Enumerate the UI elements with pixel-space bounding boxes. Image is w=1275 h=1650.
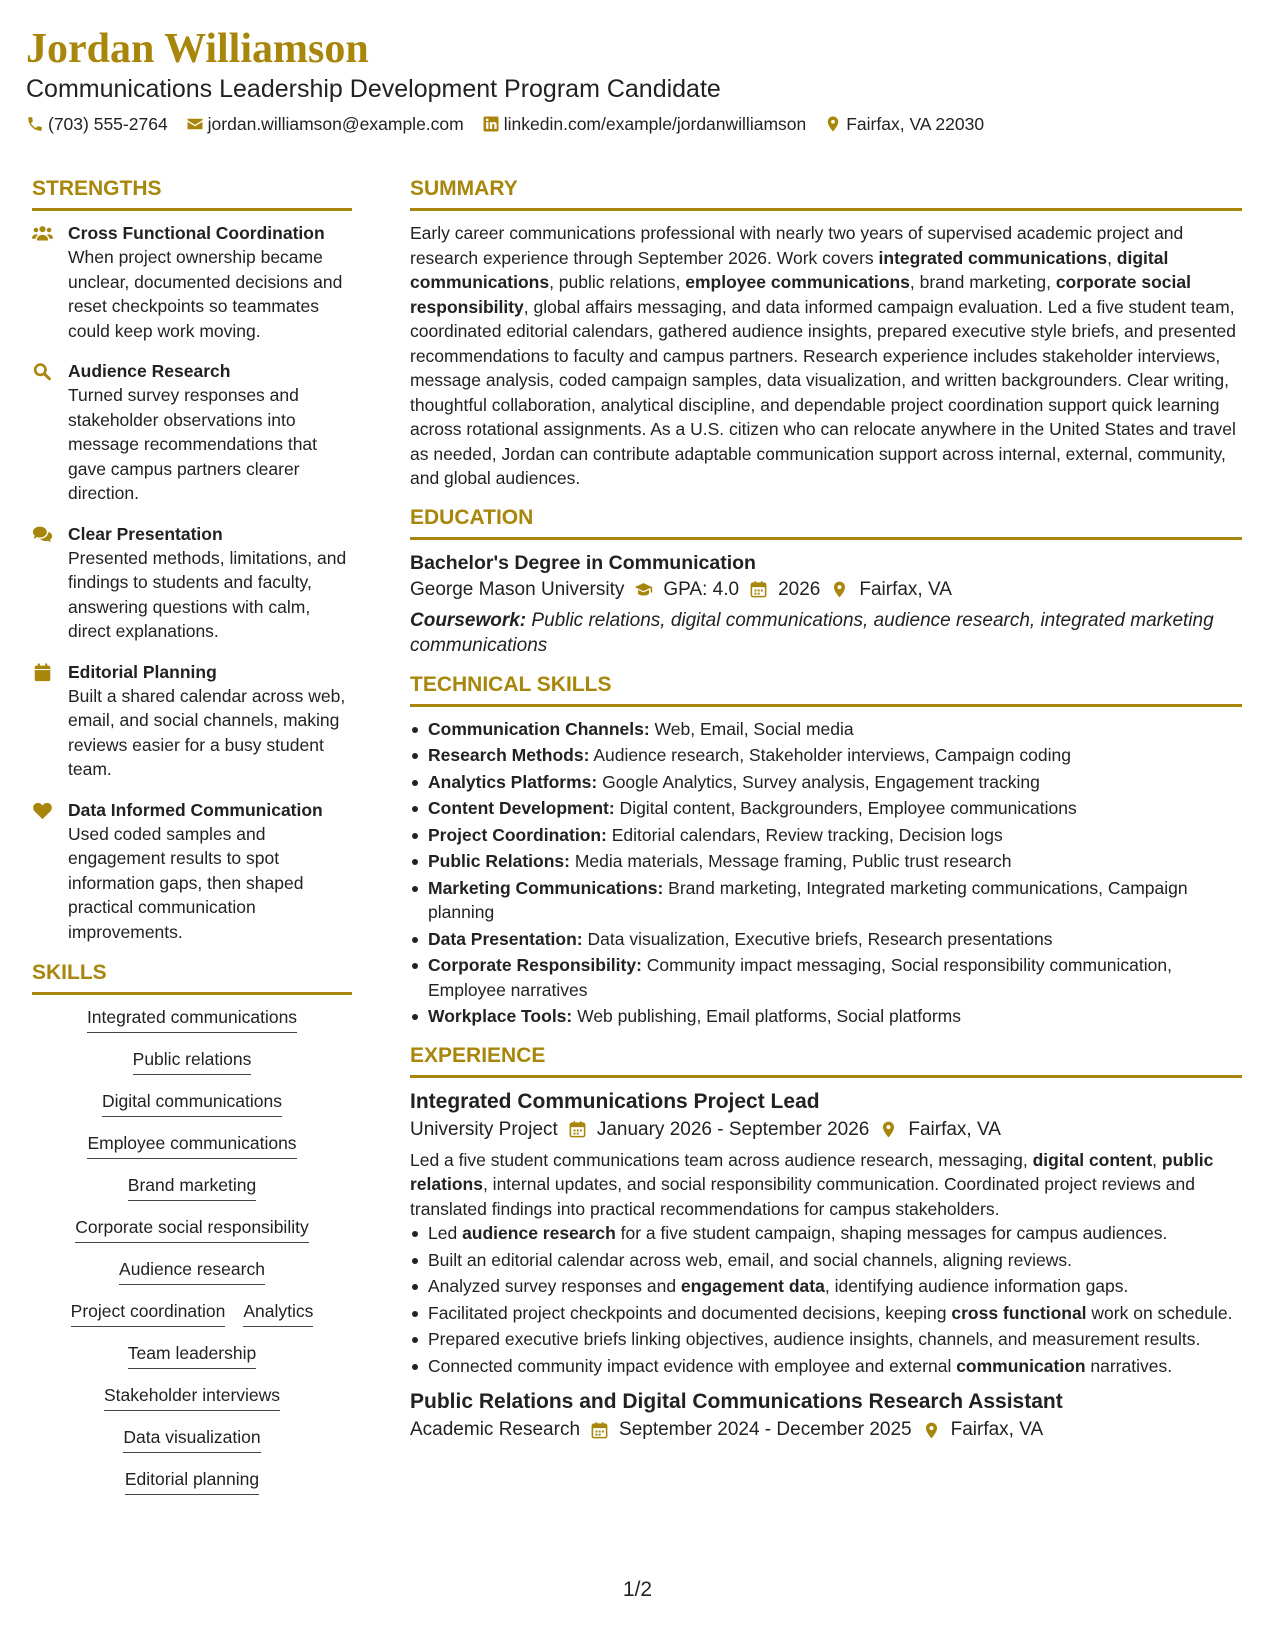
search-icon: [32, 362, 53, 381]
strength-title: Data Informed Communication: [68, 799, 323, 820]
list-item: [410, 717, 1242, 742]
graduation-cap-icon: [634, 580, 653, 599]
strength-title: Audience Research: [68, 361, 231, 381]
list-item: [410, 1301, 1242, 1326]
emphasis-text: cross functional: [951, 1302, 1087, 1323]
text-run: , internal updates, and social responsibility communication. Coordinated project reviews and translated findings into practical recommendations for campus stakeholders.: [410, 1174, 1196, 1219]
text-run: , identifying audience information gaps.: [824, 1276, 1129, 1296]
experience-heading: EXPERIENCE: [410, 1043, 1242, 1078]
skill-tag: Audience research: [119, 1257, 265, 1285]
strength-title: Editorial Planning: [68, 661, 217, 682]
text-run: , public relations,: [549, 272, 686, 292]
location-pin-icon: [879, 1120, 898, 1139]
tech-skill-value: Brand marketing, Integrated marketing communications, Campaign planning: [428, 877, 1188, 922]
calendar-icon: [32, 663, 53, 682]
job-entry: [410, 1088, 1242, 1379]
skill-tag: Digital communications: [102, 1089, 282, 1117]
tech-skill-value: Web, Email, Social media: [649, 718, 854, 739]
emphasis-text: communication: [956, 1355, 1086, 1376]
coursework-text: Public relations, digital communications, audience research, integrated marketing communications: [410, 609, 1214, 656]
tech-skill-label: Public Relations:: [428, 851, 570, 871]
job-meta: [410, 1116, 1242, 1144]
text-run: Built an editorial calendar across web, email, and social channels, aligning reviews.: [428, 1249, 1072, 1270]
tech-skill-label: Marketing Communications:: [428, 877, 664, 898]
skill-tag: Data visualization: [123, 1425, 260, 1453]
job-location: Fairfax, VA: [950, 1419, 1044, 1440]
strength-item: [32, 798, 352, 945]
tech-skill-label: Communication Channels:: [428, 718, 650, 739]
strength-title: Cross Functional Coordination: [68, 223, 325, 243]
emphasis-text: digital content: [1032, 1149, 1153, 1170]
phone-icon: [26, 115, 44, 133]
strength-title: Clear Presentation: [68, 523, 223, 544]
list-item: [410, 953, 1242, 1002]
strength-item: [32, 660, 352, 782]
location-pin-icon: [922, 1421, 941, 1440]
text-run: for a five student campaign, shaping messages for campus audiences.: [615, 1223, 1168, 1243]
tech-skill-value: Editorial calendars, Review tracking, Decision logs: [606, 824, 1003, 845]
job-description: [410, 1148, 1242, 1222]
list-item: [410, 927, 1242, 952]
list-item: [410, 1327, 1242, 1352]
list-item: [410, 823, 1242, 848]
text-run: Connected community impact evidence with employee and external: [428, 1355, 957, 1376]
list-item: [410, 1274, 1242, 1299]
skill-tag: Project coordination: [71, 1299, 226, 1327]
contact-phone: [26, 112, 168, 136]
location-pin-icon: [824, 115, 842, 133]
envelope-icon: [186, 115, 204, 133]
school-name: George Mason University: [410, 578, 625, 600]
emphasis-text: public relations: [410, 1149, 1214, 1194]
page-number: 1/2: [622, 1578, 653, 1601]
tech-skill-value: Audience research, Stakeholder interviews, Campaign coding: [589, 745, 1071, 765]
text-run: , brand marketing,: [909, 272, 1056, 292]
list-item: [410, 770, 1242, 795]
emphasis-text: employee communications: [685, 272, 910, 292]
text-run: Facilitated project checkpoints and documented decisions, keeping: [428, 1302, 952, 1323]
text-run: work on schedule.: [1086, 1302, 1233, 1323]
text-run: , global affairs messaging, and data informed campaign evaluation. Led a five student team, coordinated editorial calendars, gathered audience insights, prepared executive style briefs, and presented recommendations to faculty and campus partners. Research experience includes stakeholder interviews, message analysis, coded campaign samples, data visualization, and written backgrounders. Clear writing, thoughtful collaboration, analytical discipline, and dependable project coordination support quick learning across rotational assignments. As a U.S. citizen who can relocate anywhere in the United States and travel as needed, Jordan can contribute adaptable communication support across internal, external, community, and global audiences.: [410, 296, 1236, 488]
degree-title: Bachelor's Degree in Communication: [410, 551, 756, 574]
tech-skill-label: Analytics Platforms:: [428, 771, 598, 792]
job-bullets: [410, 1221, 1242, 1378]
text-run: narratives.: [1085, 1355, 1173, 1376]
strength-description: When project ownership became unclear, documented decisions and reset checkpoints so teammates could keep work moving.: [68, 247, 343, 341]
skill-tag: Public relations: [133, 1047, 252, 1075]
comments-icon: [32, 525, 53, 544]
strength-description: Turned survey responses and stakeholder observations into message recommendations that gave campus partners clearer direction.: [68, 385, 318, 503]
contact-bar: [26, 112, 1246, 136]
tech-skill-label: Project Coordination:: [428, 824, 607, 845]
emphasis-text: engagement data: [680, 1276, 825, 1296]
skill-tag: Employee communications: [87, 1131, 296, 1159]
tech-skill-label: Content Development:: [428, 798, 615, 818]
heart-icon: [32, 801, 53, 820]
coursework-label: Coursework:: [410, 609, 527, 631]
skill-tag: Corporate social responsibility: [75, 1215, 308, 1243]
location-pin-icon: [830, 580, 849, 599]
contact-phone-text: (703) 555-2764: [48, 114, 168, 134]
list-item: [410, 743, 1242, 768]
emphasis-text: audience research: [462, 1223, 616, 1243]
users-icon: [32, 224, 53, 243]
text-run: Analyzed survey responses and: [428, 1276, 681, 1296]
strength-description: Presented methods, limitations, and findings to students and faculty, answering questions with calm, direct explanations.: [68, 547, 347, 641]
strength-item: [32, 221, 352, 343]
skills-list: [32, 1005, 352, 1495]
gpa: GPA: 4.0: [663, 578, 740, 600]
strengths-heading: STRENGTHS: [32, 176, 352, 211]
contact-location: [824, 112, 984, 136]
tech-skill-value: Web publishing, Email platforms, Social platforms: [572, 1006, 961, 1026]
strength-description: Built a shared calendar across web, email, and social channels, making reviews easier for a busy student team.: [68, 685, 346, 779]
job-title: Integrated Communications Project Lead: [410, 1089, 820, 1113]
text-run: Led: [428, 1223, 463, 1243]
coursework: [410, 608, 1242, 658]
skill-tag: Team leadership: [128, 1341, 256, 1369]
list-item: [410, 1004, 1242, 1029]
summary-heading: SUMMARY: [410, 176, 1242, 211]
job-entry: [410, 1388, 1242, 1444]
contact-email-text: jordan.williamson@example.com: [207, 114, 464, 134]
education-meta: [410, 576, 1242, 604]
linkedin-icon: [482, 115, 500, 133]
contact-email: [186, 112, 464, 136]
candidate-subtitle: Communications Leadership Development Program Candidate: [26, 75, 721, 103]
skills-heading: SKILLS: [32, 960, 352, 995]
list-item: [410, 876, 1242, 925]
skill-tag: Analytics: [243, 1299, 313, 1327]
contact-linkedin: [482, 112, 807, 136]
job-location: Fairfax, VA: [908, 1118, 1001, 1140]
calendar-icon: [590, 1421, 609, 1440]
list-item: [410, 849, 1242, 874]
emphasis-text: integrated communications: [878, 247, 1108, 268]
text-run: ,: [1107, 247, 1117, 268]
emphasis-text: corporate social responsibility: [410, 272, 1192, 317]
right-column: [410, 176, 1242, 1444]
tech-skill-label: Data Presentation:: [428, 928, 583, 949]
text-run: Early career communications professional with nearly two years of supervised academic project and research experience through September 2026. Work covers: [410, 223, 1184, 268]
job-dates: January 2026 - September 2026: [596, 1118, 870, 1140]
list-item: [410, 796, 1242, 821]
school-location: Fairfax, VA: [859, 578, 952, 600]
job-dates: September 2024 - December 2025: [619, 1419, 912, 1440]
tech-skill-label: Corporate Responsibility:: [428, 955, 642, 975]
strength-description: Used coded samples and engagement results to spot information gaps, then shaped practical communication improvements.: [68, 823, 304, 942]
strength-item: [32, 522, 352, 644]
tech-skill-label: Workplace Tools:: [428, 1006, 573, 1026]
strength-item: [32, 359, 352, 506]
job-org: Academic Research: [410, 1419, 581, 1440]
tech-skill-label: Research Methods:: [428, 745, 590, 765]
tech-skill-value: Data visualization, Executive briefs, Research presentations: [582, 928, 1053, 949]
calendar-icon: [749, 580, 768, 599]
list-item: [410, 1221, 1242, 1246]
education-heading: EDUCATION: [410, 505, 1242, 540]
candidate-name: Jordan Williamson: [26, 26, 369, 72]
skill-tag: Integrated communications: [87, 1005, 297, 1033]
skill-tag: Editorial planning: [125, 1467, 259, 1495]
skill-tag: Stakeholder interviews: [104, 1383, 280, 1411]
technical-skills-list: [410, 717, 1242, 1029]
tech-skill-value: Google Analytics, Survey analysis, Engagement tracking: [597, 771, 1040, 792]
emphasis-text: digital communications: [410, 247, 1169, 292]
technical-skills-heading: TECHNICAL SKILLS: [410, 672, 1242, 707]
tech-skill-value: Community impact messaging, Social responsibility communication, Employee narratives: [428, 955, 1172, 1000]
job-meta: [410, 1416, 1242, 1444]
contact-linkedin-text: linkedin.com/example/jordanwilliamson: [503, 114, 807, 134]
tech-skill-value: Media materials, Message framing, Public trust research: [569, 851, 1012, 871]
summary-text: [410, 221, 1242, 491]
tech-skill-value: Digital content, Backgrounders, Employee communications: [614, 798, 1077, 818]
calendar-icon: [568, 1120, 587, 1139]
left-column: [32, 176, 352, 1495]
graduation-year: 2026: [778, 578, 821, 600]
resume-header: [26, 26, 1246, 136]
skill-tag: Brand marketing: [128, 1173, 256, 1201]
job-org: University Project: [410, 1118, 558, 1140]
job-title: Public Relations and Digital Communications Research Assistant: [410, 1390, 1063, 1413]
list-item: [410, 1354, 1242, 1379]
list-item: [410, 1248, 1242, 1273]
text-run: Led a five student communications team across audience research, messaging,: [410, 1149, 1033, 1170]
text-run: Prepared executive briefs linking objectives, audience insights, channels, and measurement results.: [428, 1329, 1201, 1349]
contact-location-text: Fairfax, VA 22030: [846, 114, 985, 134]
text-run: ,: [1152, 1149, 1162, 1170]
